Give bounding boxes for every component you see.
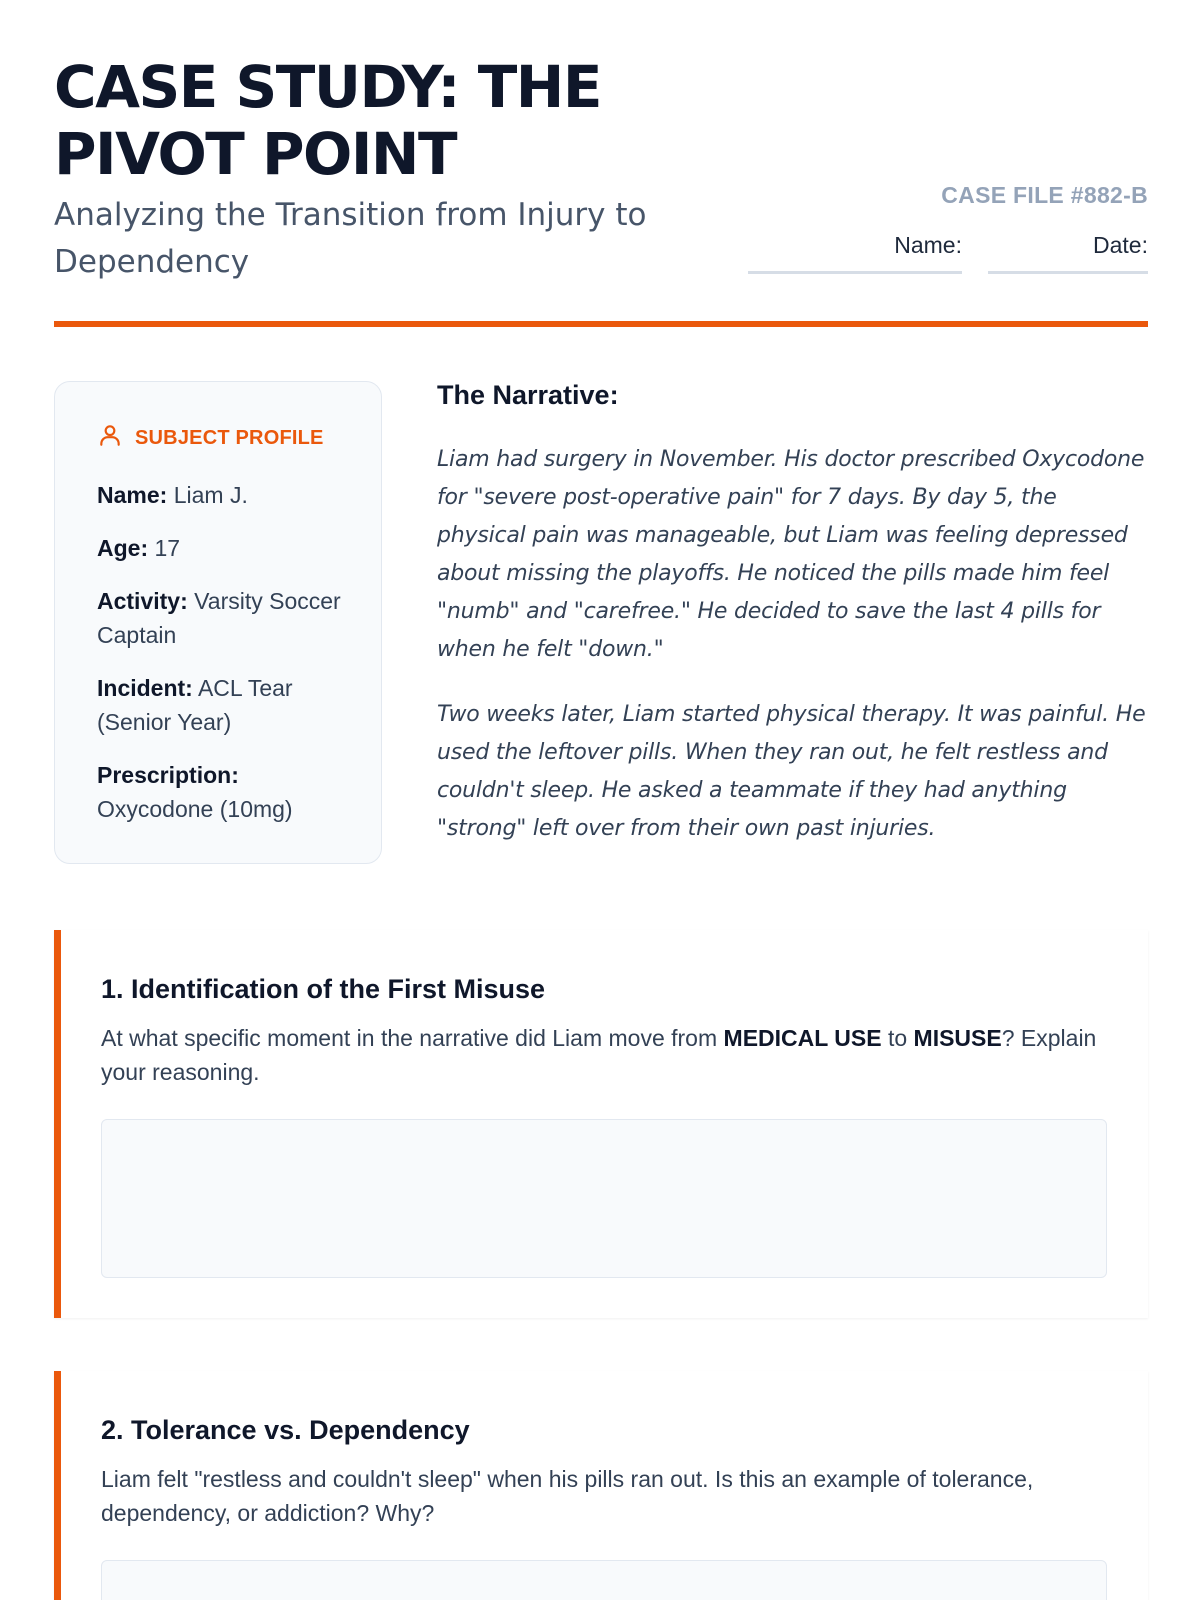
question-card-2 [54, 1371, 1148, 1600]
subject-profile-heading [97, 422, 341, 454]
date-field[interactable] [988, 230, 1148, 274]
profile-row-prescription: Prescription: Oxycodone (10mg) [97, 762, 293, 822]
user-icon [97, 422, 123, 454]
question-card-1 [54, 930, 1148, 1318]
name-field[interactable] [748, 230, 962, 274]
case-file-number: CASE FILE #882-B [941, 182, 1148, 208]
narrative-title: The Narrative: [437, 380, 619, 410]
answer-box-2[interactable] [101, 1560, 1107, 1600]
question-2-text: Liam felt "restless and couldn't sleep" when his pills ran out. Is this an example of tolerance, dependency, or addiction? Why? [101, 1466, 1034, 1526]
profile-row-name: Name: Liam J. [97, 482, 248, 508]
subject-profile-label: SUBJECT PROFILE [135, 426, 324, 449]
question-1-title: 1. Identification of the First Misuse [101, 974, 546, 1004]
subject-profile-card [54, 381, 382, 864]
page-title: CASE STUDY: THE PIVOT POINT [54, 53, 601, 188]
name-label: Name: [894, 232, 962, 258]
profile-row-age: Age: 17 [97, 535, 181, 561]
page-subtitle: Analyzing the Transition from Injury to Dependency [54, 197, 647, 280]
narrative-paragraph-1: Liam had surgery in November. His doctor prescribed Oxycodone for "severe post-operative pain" for 7 days. By day 5, the physical pain was manageable, but Liam was feeling depressed about missing the playoffs. He noticed the pills made him feel "numb" and "carefree." He decided to save the last 4 pills for when he felt "down." [437, 447, 1145, 662]
profile-row-activity: Activity: Varsity Soccer Captain [97, 588, 341, 648]
page-header [54, 54, 1148, 328]
profile-row-incident: Incident: ACL Tear (Senior Year) [97, 675, 293, 735]
date-label: Date: [1093, 232, 1148, 258]
narrative-paragraph-2: Two weeks later, Liam started physical therapy. It was painful. He used the leftover pills. When they ran out, he felt restless and couldn't sleep. He asked a teammate if they had anything "strong" left over from their own past injuries. [437, 702, 1146, 841]
question-1-text: At what specific moment in the narrative did Liam move from MEDICAL USE to MISUSE? Explain your reasoning. [101, 1025, 1097, 1085]
question-2-title: 2. Tolerance vs. Dependency [101, 1415, 470, 1445]
narrative-section [437, 380, 1148, 875]
header-divider [54, 321, 1148, 327]
answer-box-1[interactable] [101, 1119, 1107, 1278]
